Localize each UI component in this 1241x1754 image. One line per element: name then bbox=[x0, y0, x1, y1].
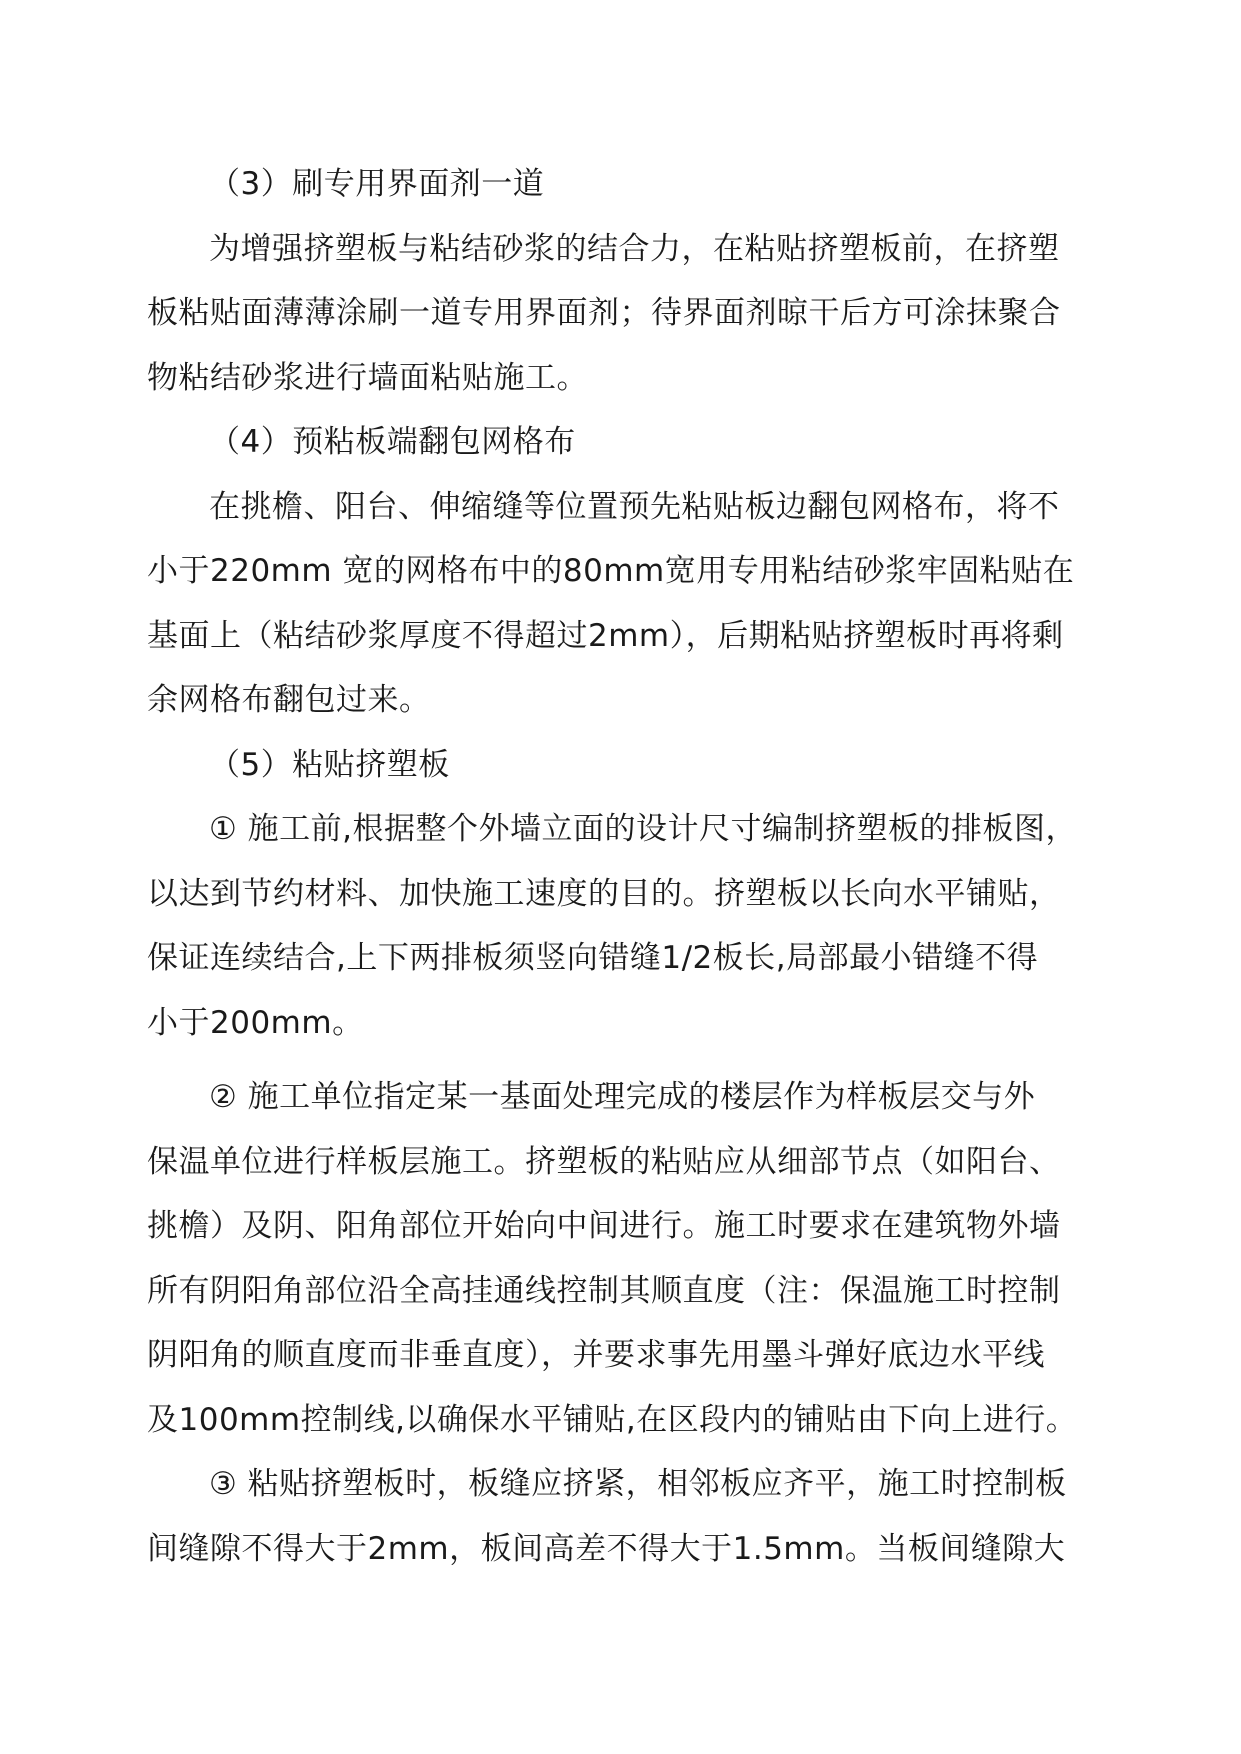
paragraph-line: ② 施工单位指定某一基面处理完成的楼层作为样板层交与外 bbox=[209, 1079, 1036, 1115]
heading-step-4: （4）预粘板端翻包网格布 bbox=[209, 424, 576, 460]
paragraph-line: 在挑檐、阳台、伸缩缝等位置预先粘贴板边翻包网格布，将不 bbox=[209, 488, 1060, 525]
paragraph-line: ① 施工前,根据整个外墙立面的设计尺寸编制挤塑板的排板图， bbox=[209, 811, 1077, 847]
paragraph-line: ③ 粘贴挤塑板时，板缝应挤紧，相邻板应齐平，施工时控制板 bbox=[209, 1466, 1067, 1502]
paragraph-line: 间缝隙不得大于2mm，板间高差不得大于1.5mm。当板间缝隙大 bbox=[147, 1530, 1066, 1567]
paragraph-line: 保温单位进行样板层施工。挤塑板的粘贴应从细部节点（如阳台、 bbox=[147, 1143, 1061, 1180]
paragraph-line: 阴阳角的顺直度而非垂直度），并要求事先用墨斗弹好底边水平线 bbox=[147, 1337, 1045, 1373]
paragraph-line: 物粘结砂浆进行墙面粘贴施工。 bbox=[147, 359, 588, 396]
paragraph-line: 所有阴阳角部位沿全高挂通线控制其顺直度（注：保温施工时控制 bbox=[147, 1272, 1061, 1309]
heading-step-5: （5）粘贴挤塑板 bbox=[209, 746, 450, 783]
heading-step-3: （3）刷专用界面剂一道 bbox=[209, 166, 545, 202]
paragraph-line: 小于200mm。 bbox=[147, 1004, 364, 1041]
paragraph-spacer bbox=[147, 1055, 1122, 1065]
paragraph-line: 余网格布翻包过来。 bbox=[147, 682, 431, 718]
paragraph-line: 以达到节约材料、加快施工速度的目的。挤塑板以长向水平铺贴， bbox=[147, 875, 1061, 912]
paragraph-line: 挑檐）及阴、阳角部位开始向中间进行。施工时要求在建筑物外墙 bbox=[147, 1208, 1061, 1244]
paragraph-line: 为增强挤塑板与粘结砂浆的结合力，在粘贴挤塑板前，在挤塑 bbox=[209, 230, 1060, 267]
document-body bbox=[147, 152, 1122, 1581]
paragraph-line: 板粘贴面薄薄涂刷一道专用界面剂；待界面剂晾干后方可涂抹聚合 bbox=[147, 295, 1061, 331]
paragraph-line: 小于220mm 宽的网格布中的80mm宽用专用粘结砂浆牢固粘贴在 bbox=[147, 553, 1075, 589]
paragraph-line: 及100mm控制线,以确保水平铺贴,在区段内的铺贴由下向上进行。 bbox=[147, 1401, 1078, 1438]
paragraph-line: 保证连续结合,上下两排板须竖向错缝1/2板长,局部最小错缝不得 bbox=[147, 940, 1039, 976]
paragraph-line: 基面上（粘结砂浆厚度不得超过2mm），后期粘贴挤塑板时再将剩 bbox=[147, 617, 1064, 654]
